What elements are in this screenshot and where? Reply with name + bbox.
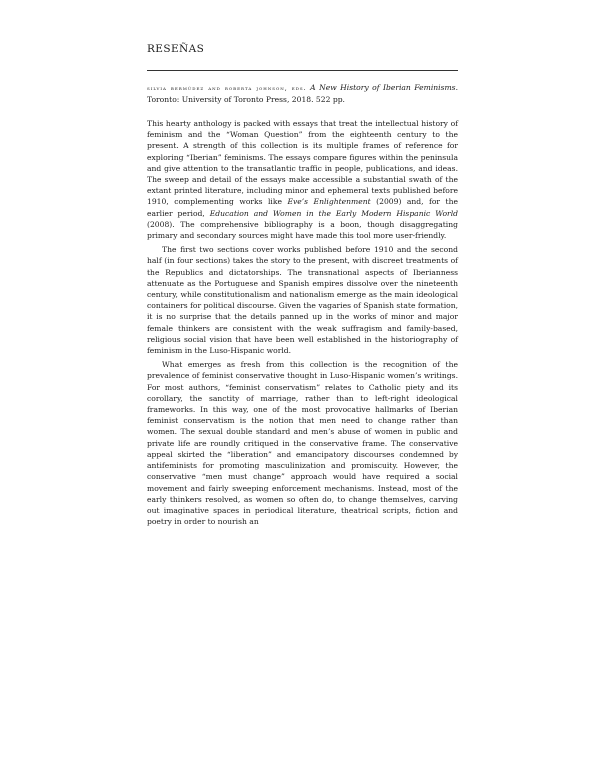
paragraph-2: The first two sections cover works published before 1910 and the second half (in four sections) takes the story to the present, with discreet treatments of the Republics and dictatorships. The transnational aspects of Iberianness attenuate as the Portuguese and Spanish empires dissolve over the nineteenth century, while constitutionalism and nationalism emerge as the main ideological containers for political discourse. Given the vagaries of Spanish state formation, it is no surprise that the details panned up in the works of minor and major female thinkers are consistent with the weak suffragism and family-based, religious social vision that have been well established in the historiography of feminism in the Luso-Hispanic world. [147, 245, 458, 356]
citation-title: A New History of Iberian Feminisms. [310, 83, 458, 92]
header-rule [147, 70, 458, 71]
review-body [147, 118, 458, 527]
citation-publisher: Toronto: University of Toronto Press, 2018. 522 pp. [147, 95, 345, 105]
cited-title-eves-enlightenment: Eve’s Enlightenment [287, 197, 371, 207]
paragraph-1 [147, 118, 458, 241]
citation-authors: silvia bermúdez and roberta johnson, eds. [147, 85, 307, 92]
paragraph-1-part-a: This hearty anthology is packed with essays that treat the intellectual history of feminism and the “Woman Question” from the eighteenth century to the present. A strength of this collection is its multiple frames of reference for exploring “Iberian” feminisms. The essays compare figures within the peninsula and give attention to the transatlantic traffic in people, publications, and ideas. The sweep and detail of the essays make accessible a substantial swath of the extant printed literature, including minor and ephemeral texts published before 1910, complementing works like [147, 119, 458, 207]
cited-title-education-and-women: Education and Women in the Early Modern Hispanic World [209, 208, 458, 218]
section-title: RESEÑAS [147, 43, 205, 55]
paragraph-3: What emerges as fresh from this collection is the recognition of the prevalence of feminist conservative thought in Luso-Hispanic women’s writings. For most authors, “feminist conservatism” relates to Catholic piety and its corollary, the sanctity of marriage, rather than to left-right ideological frameworks. In this way, one of the most provocative hallmarks of Iberian feminist conservatism is the notion that men need to change rather than women. The sexual double standard and men’s abuse of women in public and private life are roundly critiqued in the conservative frame. The conservative appeal skirted the “liberation” and emancipatory discourses condemned by antifeminists for promoting masculinization and promiscuity. However, the conservative “men must change” approach would have required a social movement and fairly sweeping enforcement mechanisms. Instead, most of the early thinkers resolved, as women so often do, to change themselves, carving out imaginative spaces in periodical literature, theatrical scripts, fiction and poetry in order to nourish an [147, 360, 458, 527]
book-citation [147, 82, 458, 106]
paragraph-1-part-b: (2009) and, for the earlier period, [147, 197, 458, 218]
paragraph-1-part-c: (2008). The comprehensive bibliography is a boon, though disaggregating primary and secondary sources might have made this tool more user-friendly. [147, 219, 458, 241]
